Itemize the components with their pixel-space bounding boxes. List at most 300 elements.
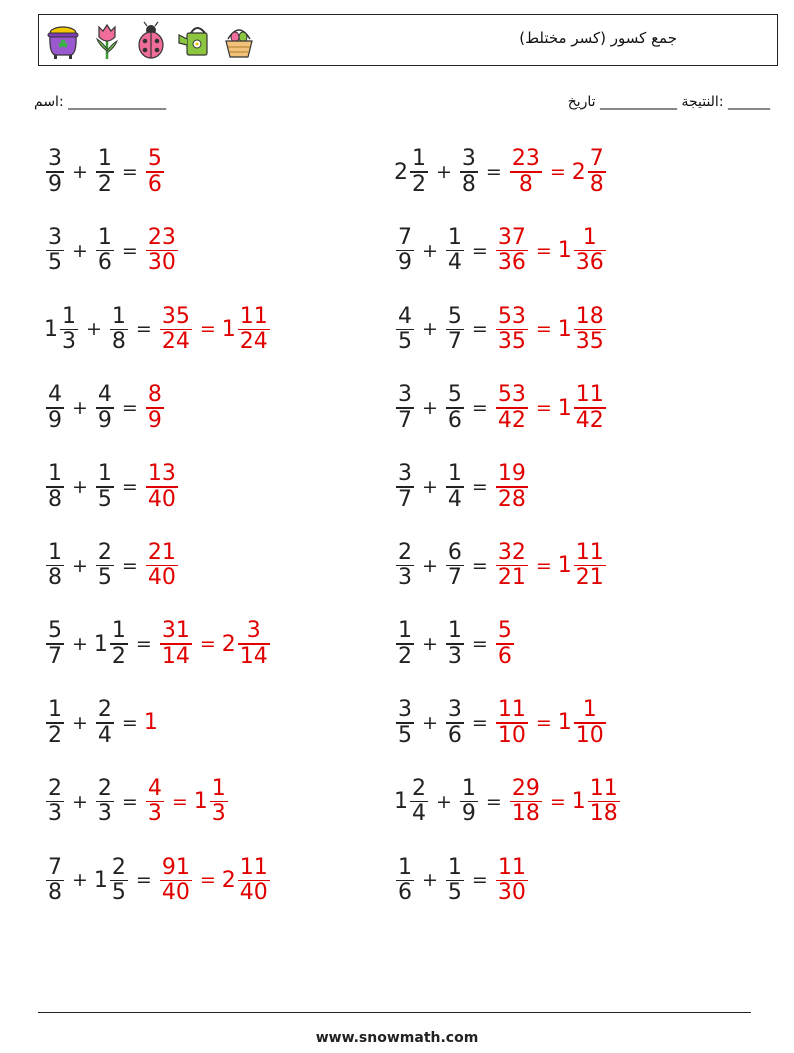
addend-a-fraction: [46, 856, 64, 906]
addend-a-numerator: 3: [398, 382, 412, 408]
answer-mixed-whole: 1: [557, 553, 572, 578]
footer-divider: [38, 1012, 751, 1013]
equals-sign: =: [121, 161, 138, 183]
answer-improper-fraction: [160, 619, 192, 669]
problem-item: [44, 136, 166, 208]
answer-mixed-fraction: [238, 856, 270, 906]
answer-improper-denominator: 35: [497, 329, 526, 355]
addend-a-numerator: 1: [398, 854, 412, 880]
answer-equals-sign: =: [535, 711, 552, 734]
plus-sign: +: [72, 475, 88, 498]
addend-a-whole: 1: [44, 316, 58, 342]
plus-sign: +: [422, 239, 438, 262]
plus-sign: +: [72, 397, 88, 420]
answer-improper-numerator: 13: [147, 461, 176, 487]
plus-sign: +: [72, 790, 88, 813]
answer-equals-sign: =: [535, 397, 552, 420]
score-label: النتيجة: [681, 94, 719, 110]
addend-a-numerator: 2: [398, 539, 412, 565]
answer-mixed-numerator: 7: [589, 146, 604, 172]
plus-sign: +: [422, 318, 438, 341]
addend-b-numerator: 6: [447, 539, 462, 565]
answer-improper-fraction: [160, 856, 192, 906]
answer-improper-denominator: 14: [161, 643, 190, 669]
answer-mixed-whole: 2: [571, 159, 586, 185]
addend-b-denominator: 2: [111, 643, 126, 669]
addend-a-fraction: [60, 305, 78, 355]
answer: [494, 856, 530, 906]
addend-b-fraction: [446, 383, 464, 433]
addend-b-numerator: 2: [97, 775, 112, 801]
answer: [144, 147, 166, 197]
plus-sign: +: [422, 869, 438, 892]
addend-b-numerator: 1: [447, 618, 462, 644]
addend-b-denominator: 8: [461, 171, 476, 197]
answer-improper-denominator: 21: [497, 565, 526, 591]
answer-improper-numerator: 53: [497, 303, 526, 329]
answer-equals-sign: =: [549, 790, 566, 813]
addend-a-numerator: 3: [398, 461, 412, 487]
addend-a-numerator: 5: [48, 618, 62, 644]
addend-b-numerator: 1: [97, 461, 112, 487]
addend-b-denominator: 4: [447, 486, 462, 512]
header-icons: [45, 21, 257, 61]
answer: [508, 147, 608, 197]
plus-sign: +: [72, 869, 88, 892]
answer-mixed-fraction: [574, 305, 606, 355]
problem-item: [44, 215, 180, 287]
plus-sign: +: [422, 554, 438, 577]
answer-improper-fraction: [146, 462, 178, 512]
addend-b-fraction: [96, 777, 114, 827]
answer-mixed-fraction: [588, 777, 620, 827]
answer: [158, 619, 272, 669]
equals-sign: =: [471, 397, 488, 420]
answer-mixed-whole: 1: [557, 238, 572, 264]
plus-sign: +: [436, 790, 452, 813]
addend-b-denominator: 4: [447, 250, 462, 276]
addend-b-numerator: 1: [447, 461, 462, 487]
answer-improper-fraction: [146, 226, 178, 276]
equals-sign: =: [121, 475, 138, 498]
addend-a-denominator: 5: [398, 329, 412, 355]
answer-mixed-denominator: 18: [589, 801, 618, 827]
answer-mixed-numerator: 1: [582, 697, 597, 723]
answer-improper-numerator: 5: [147, 146, 162, 172]
addend-b-fraction: [96, 383, 114, 433]
equals-sign: =: [121, 711, 138, 734]
answer-mixed-denominator: 8: [589, 171, 604, 197]
addend-b-numerator: 2: [111, 854, 126, 880]
answer-improper-numerator: 11: [497, 697, 526, 723]
name-blank: ______________: [68, 94, 167, 110]
answer-improper-denominator: 40: [147, 565, 176, 591]
addend-a-denominator: 9: [48, 171, 62, 197]
answer-improper-numerator: 91: [161, 854, 190, 880]
addend-b-denominator: 5: [447, 880, 462, 906]
addend-b-numerator: 5: [447, 382, 462, 408]
ladybug-icon: [133, 21, 169, 61]
answer-improper-denominator: 40: [147, 486, 176, 512]
footer-url: www.snowmath.com: [315, 1030, 479, 1046]
answer-improper-denominator: 6: [497, 643, 512, 669]
addend-b-numerator: 1: [447, 854, 462, 880]
answer: [494, 698, 608, 748]
answer-mixed-denominator: 40: [239, 880, 268, 906]
addend-a-numerator: 2: [48, 775, 62, 801]
answer-mixed-denominator: 3: [211, 801, 226, 827]
addend-b-numerator: 2: [97, 697, 112, 723]
addend-b-whole: 1: [93, 631, 108, 657]
addend-b-numerator: 1: [111, 303, 126, 329]
answer-mixed-whole: 1: [557, 395, 572, 421]
addend-b-denominator: 5: [111, 880, 126, 906]
answer-improper-numerator: 31: [161, 618, 190, 644]
problem-item: [394, 844, 530, 916]
addend-a-numerator: 1: [48, 697, 62, 723]
answer-mixed-numerator: 11: [239, 854, 268, 880]
addend-b-whole: 1: [93, 867, 108, 893]
answer: [144, 226, 180, 276]
answer: [494, 383, 608, 433]
addend-b-fraction: [460, 777, 478, 827]
addend-b-fraction: [96, 698, 114, 748]
equals-sign: =: [121, 397, 138, 420]
answer-improper-denominator: 6: [147, 171, 162, 197]
answer-mixed-whole: 2: [221, 867, 236, 893]
answer-improper-numerator: 8: [147, 382, 162, 408]
answer-improper-fraction: [496, 619, 514, 669]
equals-sign: =: [135, 869, 152, 892]
addend-a-denominator: 9: [398, 250, 412, 276]
addend-b-numerator: 1: [111, 618, 126, 644]
equals-sign: =: [121, 239, 138, 262]
answer-equals-sign: =: [549, 161, 566, 183]
addend-b-fraction: [446, 698, 464, 748]
addend-b-denominator: 8: [111, 329, 126, 355]
answer: [158, 856, 272, 906]
answer-mixed-fraction: [574, 383, 606, 433]
problem-item: [394, 608, 516, 680]
addend-a-whole: 2: [394, 159, 408, 185]
answer-improper-denominator: 24: [161, 329, 190, 355]
answer-improper-fraction: [496, 462, 528, 512]
answer-equals-sign: =: [535, 239, 552, 262]
addend-b-denominator: 5: [97, 565, 112, 591]
answer-equals-sign: =: [199, 633, 216, 656]
answer-improper-denominator: 9: [147, 407, 162, 433]
addend-a-fraction: [46, 777, 64, 827]
answer: [494, 226, 608, 276]
worksheet-title: جمع كسور (كسر مختلط): [519, 29, 677, 47]
equals-sign: =: [471, 869, 488, 892]
problem-item: [44, 530, 180, 602]
date-blank: ______: [728, 94, 770, 110]
answer-equals-sign: =: [171, 790, 188, 813]
addend-a-fraction: [410, 777, 428, 827]
addend-a-numerator: 4: [398, 303, 412, 329]
addend-a-denominator: 5: [398, 722, 412, 748]
addend-a-denominator: 8: [48, 880, 62, 906]
addend-a-fraction: [396, 856, 414, 906]
date-label: تاريخ:: [567, 94, 724, 110]
answer: [494, 462, 530, 512]
answer-improper-fraction: [510, 777, 542, 827]
answer-improper-numerator: 4: [147, 775, 162, 801]
answer-improper-denominator: 30: [147, 250, 176, 276]
answer-improper-numerator: 23: [511, 146, 540, 172]
easter-basket-icon: [221, 21, 257, 61]
answer: [144, 462, 180, 512]
addend-a-fraction: [46, 147, 64, 197]
addend-a-fraction: [410, 147, 428, 197]
answer-mixed-fraction: [574, 698, 606, 748]
addend-b-denominator: 4: [97, 722, 112, 748]
plus-sign: +: [72, 633, 88, 656]
addend-b-fraction: [446, 856, 464, 906]
answer-improper-fraction: [496, 226, 528, 276]
answer-mixed-fraction: [588, 147, 606, 197]
equals-sign: =: [121, 790, 138, 813]
addend-b-denominator: 9: [461, 801, 476, 827]
problem-item: [44, 766, 230, 838]
addend-a-numerator: 1: [398, 618, 412, 644]
addend-b-fraction: [460, 147, 478, 197]
problem-item: [44, 293, 272, 365]
answer-improper-whole: 1: [143, 710, 158, 736]
addend-a-denominator: 7: [398, 486, 412, 512]
problem-item: [394, 687, 608, 759]
answer-mixed-whole: 1: [557, 316, 572, 342]
addend-b-numerator: 2: [97, 539, 112, 565]
answer-mixed-numerator: 3: [246, 618, 261, 644]
addend-a-denominator: 7: [48, 643, 62, 669]
watering-can-icon: [177, 21, 213, 61]
problem-item: [394, 293, 608, 365]
addend-b-fraction: [96, 226, 114, 276]
answer: [158, 305, 272, 355]
addend-a-denominator: 3: [398, 565, 412, 591]
answer-improper-numerator: 23: [147, 224, 176, 250]
answer-mixed-denominator: 10: [575, 722, 604, 748]
answer-improper-numerator: 53: [497, 382, 526, 408]
problem-item: [394, 136, 608, 208]
answer-equals-sign: =: [535, 318, 552, 341]
score-date-field: [568, 94, 770, 110]
addend-b-denominator: 7: [447, 565, 462, 591]
problem-item: [44, 372, 166, 444]
addend-a-numerator: 1: [412, 146, 426, 172]
problem-item: [394, 215, 608, 287]
equals-sign: =: [471, 711, 488, 734]
addend-b-denominator: 6: [447, 722, 462, 748]
answer-equals-sign: =: [199, 869, 216, 892]
addend-a-numerator: 1: [48, 461, 62, 487]
addend-a-numerator: 3: [48, 224, 62, 250]
addend-b-numerator: 1: [97, 146, 112, 172]
addend-a-numerator: 1: [48, 539, 62, 565]
addend-b-denominator: 3: [447, 643, 462, 669]
addend-a-numerator: 3: [398, 697, 412, 723]
addend-a-fraction: [396, 462, 414, 512]
problem-item: [394, 766, 622, 838]
answer-improper-fraction: [510, 147, 542, 197]
addend-a-fraction: [46, 619, 64, 669]
addend-b-fraction: [446, 305, 464, 355]
answer-mixed-numerator: 18: [575, 303, 604, 329]
addend-a-denominator: 2: [48, 722, 62, 748]
answer-improper-fraction: [146, 383, 164, 433]
addend-b-fraction: [110, 305, 128, 355]
addend-a-numerator: 7: [398, 224, 412, 250]
addend-a-denominator: 4: [412, 801, 426, 827]
answer-improper-denominator: 18: [511, 801, 540, 827]
problem-item: [44, 608, 272, 680]
plus-sign: +: [72, 239, 88, 262]
plus-sign: +: [86, 318, 102, 341]
addend-a-fraction: [46, 462, 64, 512]
addend-a-fraction: [46, 698, 64, 748]
answer-mixed-denominator: 24: [239, 329, 268, 355]
addend-a-denominator: 8: [48, 486, 62, 512]
addend-a-denominator: 7: [398, 407, 412, 433]
addend-a-denominator: 2: [398, 643, 412, 669]
equals-sign: =: [471, 318, 488, 341]
addend-b-fraction: [110, 856, 128, 906]
plus-sign: +: [72, 711, 88, 734]
addend-b-fraction: [96, 462, 114, 512]
equals-sign: =: [121, 554, 138, 577]
answer-mixed-numerator: 1: [582, 224, 597, 250]
addend-b-fraction: [96, 147, 114, 197]
answer-mixed-fraction: [238, 619, 270, 669]
addend-b-denominator: 6: [97, 250, 112, 276]
addend-a-fraction: [46, 541, 64, 591]
answer-improper-fraction: [496, 698, 528, 748]
answer: [494, 541, 608, 591]
answer-mixed-numerator: 11: [589, 775, 618, 801]
addend-b-denominator: 6: [447, 407, 462, 433]
problem-item: [394, 530, 608, 602]
answer-mixed-numerator: 11: [575, 382, 604, 408]
answer-improper-denominator: 3: [147, 801, 162, 827]
answer-improper-fraction: [496, 383, 528, 433]
equals-sign: =: [471, 554, 488, 577]
answer-mixed-denominator: 35: [575, 329, 604, 355]
plus-sign: +: [72, 161, 88, 183]
addend-a-numerator: 1: [62, 303, 76, 329]
answer: [144, 777, 230, 827]
answer-improper-numerator: 37: [497, 224, 526, 250]
score-blank: ___________: [600, 94, 677, 110]
answer: [508, 777, 622, 827]
answer: [494, 619, 516, 669]
name-label: اسم:: [34, 94, 64, 110]
problem-item: [394, 372, 608, 444]
answer-improper-fraction: [496, 856, 528, 906]
answer-improper-numerator: 21: [147, 539, 176, 565]
equals-sign: =: [471, 633, 488, 656]
answer-equals-sign: =: [199, 318, 216, 341]
addend-a-denominator: 5: [48, 250, 62, 276]
answer-improper-numerator: 19: [497, 461, 526, 487]
pot-of-gold-icon: [45, 21, 81, 61]
answer-improper-fraction: [160, 305, 192, 355]
addend-b-fraction: [446, 226, 464, 276]
plus-sign: +: [422, 475, 438, 498]
name-field: [34, 94, 166, 110]
answer-mixed-numerator: 1: [211, 775, 226, 801]
addend-a-denominator: 3: [48, 801, 62, 827]
addend-a-fraction: [396, 698, 414, 748]
equals-sign: =: [485, 161, 502, 183]
plus-sign: +: [422, 711, 438, 734]
answer-mixed-numerator: 11: [575, 539, 604, 565]
answer-improper-fraction: [496, 541, 528, 591]
equals-sign: =: [135, 633, 152, 656]
addend-a-numerator: 7: [48, 854, 62, 880]
answer-mixed-whole: 1: [571, 789, 586, 815]
plus-sign: +: [72, 554, 88, 577]
answer-improper-numerator: 11: [497, 854, 526, 880]
addend-a-fraction: [46, 383, 64, 433]
answer-improper-fraction: [496, 305, 528, 355]
addend-b-denominator: 3: [97, 801, 112, 827]
addend-a-whole: 1: [394, 789, 408, 815]
addend-a-fraction: [396, 619, 414, 669]
answer-improper-fraction: [146, 541, 178, 591]
answer-mixed-whole: 1: [557, 710, 572, 736]
addend-b-fraction: [446, 541, 464, 591]
problem-item: [44, 844, 272, 916]
addend-b-denominator: 5: [97, 486, 112, 512]
addend-b-fraction: [96, 541, 114, 591]
addend-a-denominator: 6: [398, 880, 412, 906]
addend-a-denominator: 2: [412, 171, 426, 197]
addend-b-fraction: [446, 462, 464, 512]
answer: [144, 710, 158, 735]
answer-improper-numerator: 29: [511, 775, 540, 801]
answer-improper-denominator: 10: [497, 722, 526, 748]
plus-sign: +: [422, 633, 438, 656]
addend-b-numerator: 5: [447, 303, 462, 329]
answer-improper-denominator: 36: [497, 250, 526, 276]
problem-item: [394, 451, 530, 523]
answer-improper-fraction: [146, 777, 164, 827]
answer-mixed-whole: 2: [221, 631, 236, 657]
answer: [494, 305, 608, 355]
answer-mixed-denominator: 36: [575, 250, 604, 276]
addend-a-numerator: 4: [48, 382, 62, 408]
answer-mixed-whole: 1: [193, 789, 208, 815]
answer-mixed-denominator: 14: [239, 643, 268, 669]
answer-improper-denominator: 30: [497, 880, 526, 906]
addend-a-numerator: 2: [412, 775, 426, 801]
addend-a-fraction: [396, 226, 414, 276]
answer-mixed-fraction: [574, 541, 606, 591]
equals-sign: =: [485, 790, 502, 813]
worksheet-header: [38, 14, 778, 66]
answer-mixed-fraction: [574, 226, 606, 276]
addend-b-denominator: 9: [97, 407, 112, 433]
equals-sign: =: [471, 475, 488, 498]
addend-a-denominator: 8: [48, 565, 62, 591]
answer-mixed-whole: 1: [221, 316, 236, 342]
addend-b-numerator: 1: [97, 224, 112, 250]
answer-improper-fraction: [146, 147, 164, 197]
equals-sign: =: [135, 318, 152, 341]
answer-improper-denominator: 28: [497, 486, 526, 512]
